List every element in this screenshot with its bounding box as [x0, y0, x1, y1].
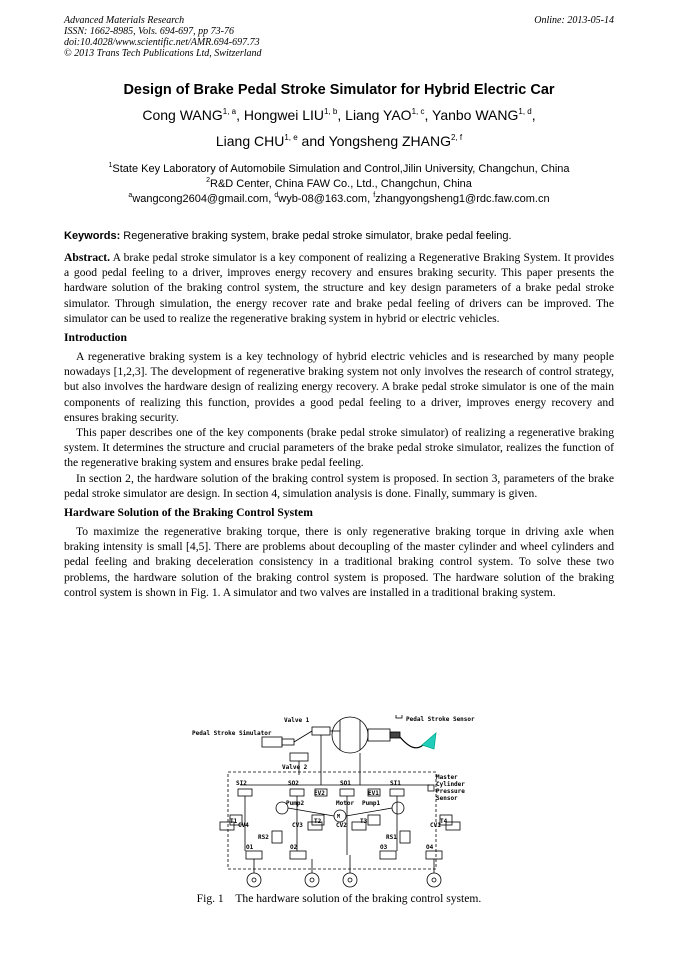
paper-title: Design of Brake Pedal Stroke Simulator for Hybrid Electric Car [123, 82, 555, 98]
label-pedal-stroke-sensor: Pedal Stroke Sensor [406, 716, 475, 723]
author-sup: 1, b [324, 107, 338, 116]
paper-body [64, 250, 614, 600]
author-name: Cong WANG [142, 107, 223, 123]
author-name: Yongsheng ZHANG [328, 133, 452, 149]
author-sup: 1, a [222, 107, 237, 116]
brake-booster [332, 717, 368, 753]
pressure-sensor [428, 785, 434, 791]
valve-so2 [290, 789, 304, 796]
journal-name: Advanced Materials Research [64, 15, 185, 26]
valve-1 [312, 727, 330, 735]
label-pedal-stroke-simulator: Pedal Stroke Simulator [192, 730, 272, 737]
author-name: Liang CHU [215, 133, 285, 149]
valve-o1 [246, 851, 262, 859]
label-si1: SI1 [390, 780, 401, 787]
label-o4: O4 [426, 844, 434, 851]
pedal-stroke-simulator [262, 737, 282, 747]
journal-copyright: © 2013 Trans Tech Publications Ltd, Switzerland [64, 48, 262, 59]
wheel-cylinder [305, 873, 319, 887]
label-o1: O1 [246, 844, 254, 851]
abstract: Abstract. A brake pedal stroke simulator is a key component of realizing a Regenerative Braking System. It provides a good pedal feeling to a driver, improves energy recovery and ensures braking security. This paper presents the hardware solution of the braking control system, the structure and key design parameters of a brake pedal stroke simulator. Through simulation, the energy recover rate and brake pedal feeling of drivers can be improved. The simulator can be used to realize the regenerative braking system in hybrid or electric vehicles. [64, 251, 614, 325]
label-cylinder: Cylinder [436, 781, 465, 788]
label-o3: O3 [380, 844, 388, 851]
label-cv1: CV1 [430, 822, 441, 829]
author-sup: 2, f [451, 133, 463, 142]
reservoir-rs1 [400, 831, 410, 843]
author-sup: 1, e [284, 133, 298, 142]
wheel-cylinder [343, 873, 357, 887]
check-valve-cv1 [446, 822, 460, 830]
label-pump2: Pump2 [286, 800, 305, 807]
section-heading-hardware: Hardware Solution of the Braking Control System [64, 506, 313, 520]
label-valve-2: Valve 2 [282, 764, 308, 771]
label-ev2: EV2 [314, 790, 325, 797]
online-date: Online: 2013-05-14 [534, 15, 614, 26]
hydraulic-unit [228, 772, 436, 869]
figure-number: Fig. 1 [196, 892, 224, 905]
keywords: Keywords: Regenerative braking system, brake pedal stroke simulator, brake pedal feeling. [64, 230, 512, 242]
email-link[interactable]: zhangyongsheng1@rdc.faw.com.cn [375, 193, 550, 205]
pump-1 [392, 802, 404, 814]
pedal-stroke-sensor-cable [400, 737, 425, 748]
label-motor: Motor [336, 800, 355, 807]
label-ev1: EV1 [368, 790, 379, 797]
affiliation-1: $^1$State Key Laboratory of Automobile Simulation and Control,Jilin University, Changchun, China [108, 162, 570, 175]
paragraph: This paper describes one of the key components (brake pedal stroke simulator) of realizing a regenerative braking system. It determines the structure and crucial parameters of the brake pedal stroke simulator, realizes the function of the regenerative braking system and ensures brake pedal feeling. [64, 426, 614, 470]
author-line-1: Cong WANG$^{1, a}$, Hongwei LIU$^{1, b}$, Liang YAO$^{1, c}$, Yanbo WANG$^{1, d}$, [142, 107, 536, 123]
wheel-cylinder [427, 873, 441, 887]
label-t1: T1 [230, 818, 238, 825]
section-heading-introduction: Introduction [64, 331, 127, 345]
label-cv3: CV3 [292, 822, 303, 829]
journal-issn: ISSN: 1662-8985, Vols. 694-697, pp 73-76 [64, 26, 234, 37]
label-si2: SI2 [236, 780, 247, 787]
valve-si1 [390, 789, 404, 796]
valve-o3 [380, 851, 396, 859]
label-so2: SO2 [288, 780, 299, 787]
wheel-cylinder [247, 873, 261, 887]
author-name: Hongwei LIU [243, 107, 325, 123]
label-m: M [337, 814, 341, 820]
label-t3: T3 [360, 818, 368, 825]
label-master: Master [436, 774, 458, 781]
email-link[interactable]: wyb-08@163.com, [278, 193, 374, 205]
valve-o2 [290, 851, 306, 859]
affiliation-2: $^2$R&D Center, China FAW Co., Ltd., Changchun, China [206, 177, 472, 190]
label-cv4: CV4 [238, 822, 249, 829]
paragraph: A regenerative braking system is a key technology of hybrid electric vehicles and is researched by many people nowadays [1,2,3]. The development of regenerative braking system not only involves the research of control strategy, but also involves the hardware design of realizing energy recovery. A brake pedal stroke simulator is one of the main components of realizing this function, provides a good pedal feeling to a driver, improves energy recovery and ensures braking security. [64, 350, 614, 424]
pedal-rod [368, 729, 390, 741]
brake-system-diagram [190, 715, 490, 890]
author-line-2: Liang CHU$^{1, e}$ and Yongsheng ZHANG$^{2, f}$ [215, 133, 463, 149]
label-cv2: CV2 [336, 822, 347, 829]
paragraph: To maximize the regenerative braking torque, there is only regenerative braking torque in driving axle when braking intensity is small [4,5]. There are problems about decoupling of the master cylinder and wheel cylinders and pedal feeling and braking deceleration consistency in a traditional braking control system. To solve these two problems, the hardware solution of the braking control system is proposed. The hardware solution of the braking control system is shown in Fig. 1. A simulator and two valves are installed in a traditional braking system. [64, 525, 614, 599]
author-name: Liang YAO [345, 107, 412, 123]
valve-si2 [238, 789, 252, 796]
author-emails: $^a$wangcong2604@gmail.com, $^d$wyb-08@163.com, $^f$zhangyongsheng1@rdc.faw.com.cn [128, 192, 550, 205]
valve-so1 [340, 789, 354, 796]
figure-caption-text: The hardware solution of the braking control system. [235, 892, 482, 905]
label-so1: SO1 [340, 780, 351, 787]
label-rs1: RS1 [386, 834, 397, 841]
figure-caption [64, 892, 614, 906]
valve-2 [290, 753, 308, 761]
pedal-arrow-icon [422, 733, 436, 749]
tank-t3 [368, 815, 380, 825]
label-o2: O2 [290, 844, 298, 851]
author-name: Yanbo WANG [432, 107, 519, 123]
label-valve-1: Valve 1 [284, 717, 310, 724]
journal-doi[interactable]: doi:10.4028/www.scientific.net/AMR.694-697.73 [64, 37, 260, 48]
reservoir-rs2 [272, 831, 282, 843]
label-pressure: Pressure [436, 788, 465, 795]
label-t4: T4 [440, 818, 448, 825]
author-sup: 1, c [411, 107, 425, 116]
email-link[interactable]: wangcong2604@gmail.com, [132, 193, 275, 205]
valve-o4 [426, 851, 442, 859]
label-rs2: RS2 [258, 834, 269, 841]
journal-header [64, 15, 262, 59]
author-sup: 1, d [518, 107, 532, 116]
label-t2: T2 [314, 818, 322, 825]
label-sensor: Sensor [436, 795, 458, 802]
label-pump1: Pump1 [362, 800, 381, 807]
paragraph: In section 2, the hardware solution of the braking control system is proposed. In section 3, parameters of the brake pedal stroke simulator are design. In section 4, simulation analysis is done. Finally, summary is given. [64, 471, 614, 500]
